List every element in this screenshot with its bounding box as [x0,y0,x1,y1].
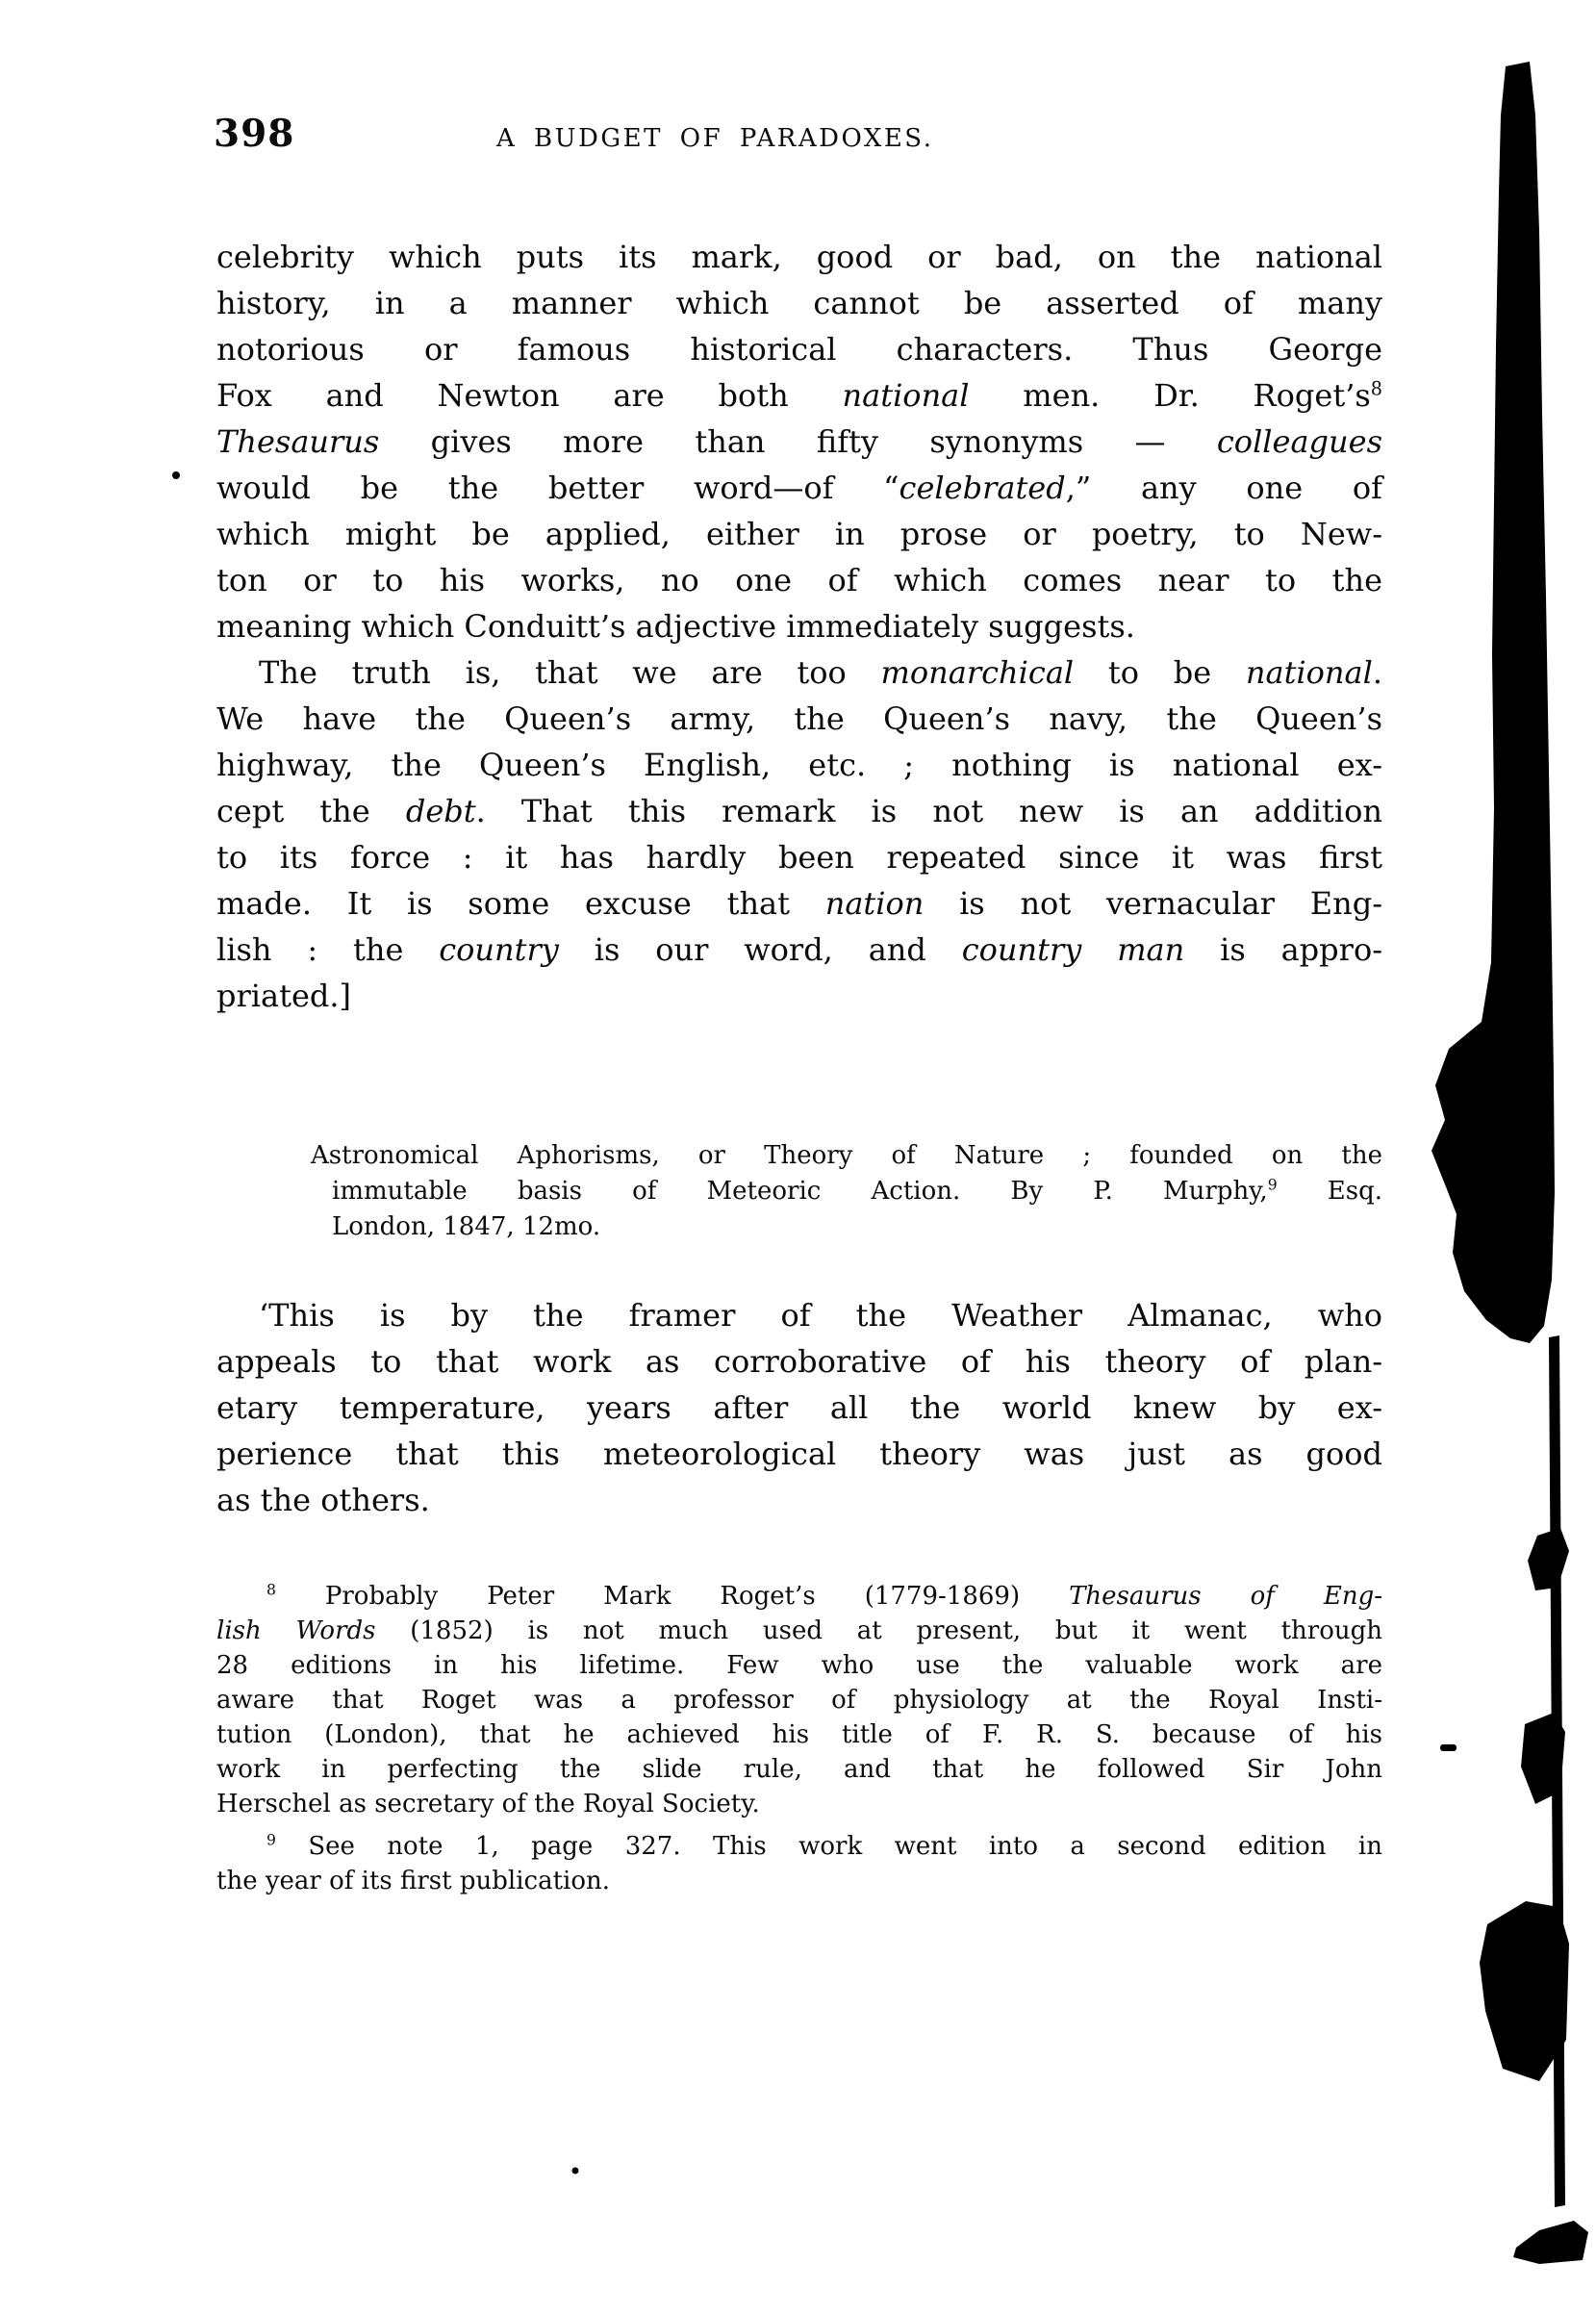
text-line: work in perfecting the slide rule, and that he followed Sir John [216,1755,1382,1784]
text-line: tution (London), that he achieved his title of F. R. S. because of his [216,1720,1382,1749]
text-line: notorious or famous historical characters. Thus George [216,331,1382,368]
text-line: to its force : it has hardly been repeated since it was first [216,839,1382,876]
text-line: ‘This is by the framer of the Weather Almanac, who [259,1297,1382,1334]
citation-block [216,1138,1382,1245]
text-line: cept the debt. That this remark is not new is an addition [216,793,1383,829]
text-line: Herschel as secretary of the Royal Society. [216,1790,760,1818]
paragraph [216,1292,1382,1523]
text-line: etary temperature, years after all the world knew by ex- [216,1389,1382,1426]
text-line: 28 editions in his lifetime. Few who use the valuable work are [216,1651,1382,1680]
footnote-8 [216,1579,1382,1821]
main-text [216,234,1382,1019]
text-line: Fox and Newton are both national men. Dr. $Roget’s^8$ [216,377,1382,414]
text-line: We have the Queen’s army, the Queen’s navy, the Queen’s [216,700,1382,737]
paragraph [216,234,1382,649]
text-line: $^8$ Probably Peter Mark Roget’s (1779-1869) Thesaurus of Eng- [266,1581,1382,1611]
text-line: Thesaurus gives more than fifty synonyms — colleagues [216,423,1382,460]
text-line: appeals to that work as corroborative of his theory of plan- [216,1343,1382,1380]
text-line: which might be applied, either in prose or poetry, to New- [216,516,1382,552]
scan-speck [1440,1744,1457,1751]
text-line: $^9$ See note 1, page 327. This work went into a second edition in [266,1831,1382,1861]
text-line: meaning which Conduitt’s adjective immediately suggests. [216,608,1135,645]
scan-speck [172,471,180,479]
paragraph [216,649,1382,1019]
footnotes-section [216,1579,1382,1898]
page-number: 398 [214,112,295,156]
text-line: Astronomical Aphorisms, or Theory of Nature ; founded on the [311,1141,1382,1170]
text-line: priated.] [216,978,352,1014]
text-line: immutable basis of Meteoric Action. By P. Murphy,$^9$ Esq. [332,1176,1382,1206]
text-line: highway, the Queen’s English, etc. ; nothing is national ex- [216,747,1382,783]
text-line: the year of its first publication. [216,1867,611,1895]
text-line: The truth is, that we are too monarchical to be national. [259,654,1383,691]
footnote-9 [216,1829,1382,1898]
text-line: as the others. [216,1482,430,1518]
commentary-paragraph [216,1292,1382,1523]
text-line: perience that this meteorological theory was just as good [216,1436,1382,1472]
text-line: ton or to his works, no one of which comes near to the [216,562,1382,598]
text-line: would be the better word—of “celebrated,” any one of [216,470,1383,506]
text-line: made. It is some excuse that nation is not vernacular Eng- [216,885,1383,922]
text-line: London, 1847, 12mo. [332,1212,601,1241]
text-line: lish : the country is our word, and country man is appro- [216,931,1383,968]
scan-speck [572,2168,579,2174]
text-line: lish Words (1852) is not much used at present, but it went through [216,1616,1382,1645]
text-line: history, in a manner which cannot be asserted of many [216,285,1382,321]
text-line: aware that Roget was a professor of physiology at the Royal Insti- [216,1686,1382,1715]
text-line: celebrity which puts its mark, good or bad, on the national [216,239,1382,275]
running-title: A BUDGET OF PARADOXES. [496,124,934,153]
